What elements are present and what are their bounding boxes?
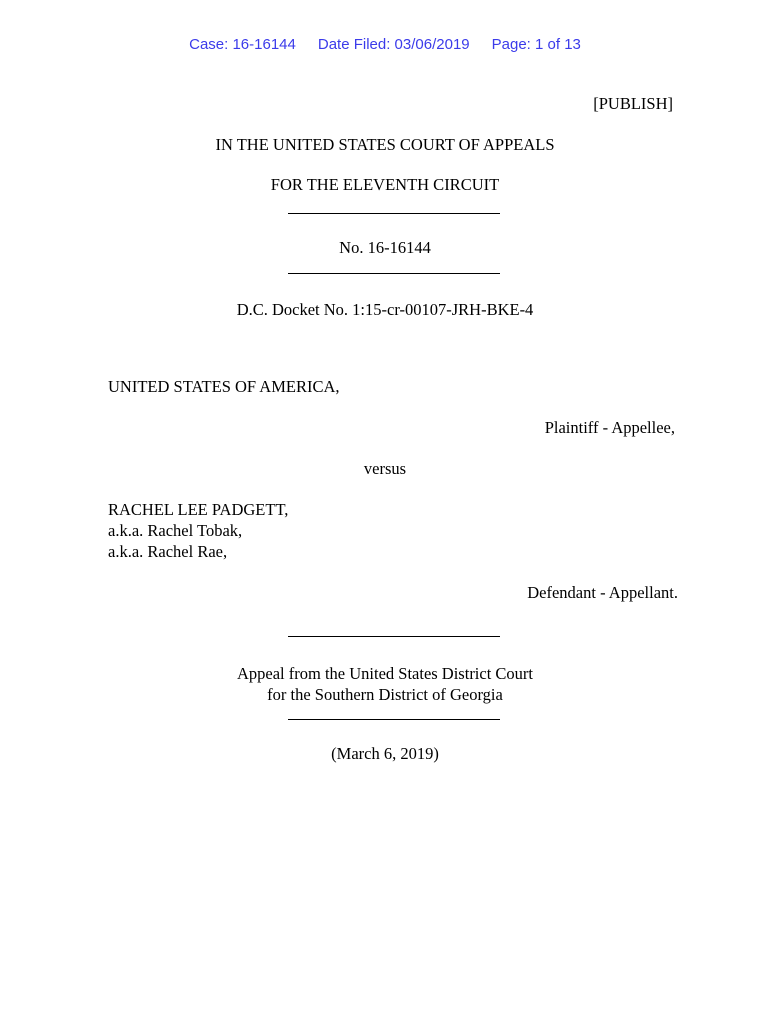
separator-rule [288,719,500,720]
publish-tag: [PUBLISH] [593,94,673,113]
defendant-alias: a.k.a. Rachel Rae, [108,542,228,561]
filing-stamp [0,36,770,53]
plaintiff-name: UNITED STATES OF AMERICA, [108,377,340,396]
case-number: No. 16-16144 [339,238,431,257]
case-number-stamp: Case: 16-16144 [189,36,296,53]
defendant-role: Defendant - Appellant. [527,583,678,602]
separator-rule [288,636,500,637]
separator-rule [288,273,500,274]
separator-rule [288,213,500,214]
docket-number: D.C. Docket No. 1:15-cr-00107-JRH-BKE-4 [236,300,534,319]
appeal-origin-line-2: for the Southern District of Georgia [267,685,503,704]
plaintiff-role: Plaintiff - Appellee, [544,418,675,437]
defendant-name: RACHEL LEE PADGETT, [108,500,289,519]
versus-label: versus [363,459,407,478]
page-count-stamp: Page: 1 of 13 [491,36,581,53]
defendant-alias: a.k.a. Rachel Tobak, [108,521,243,540]
court-title-line-2: FOR THE ELEVENTH CIRCUIT [270,175,500,194]
decision-date: (March 6, 2019) [331,744,439,763]
court-title-line-1: IN THE UNITED STATES COURT OF APPEALS [215,135,555,154]
date-filed-stamp: Date Filed: 03/06/2019 [317,36,470,53]
appeal-origin-line-1: Appeal from the United States District Court [236,664,534,683]
